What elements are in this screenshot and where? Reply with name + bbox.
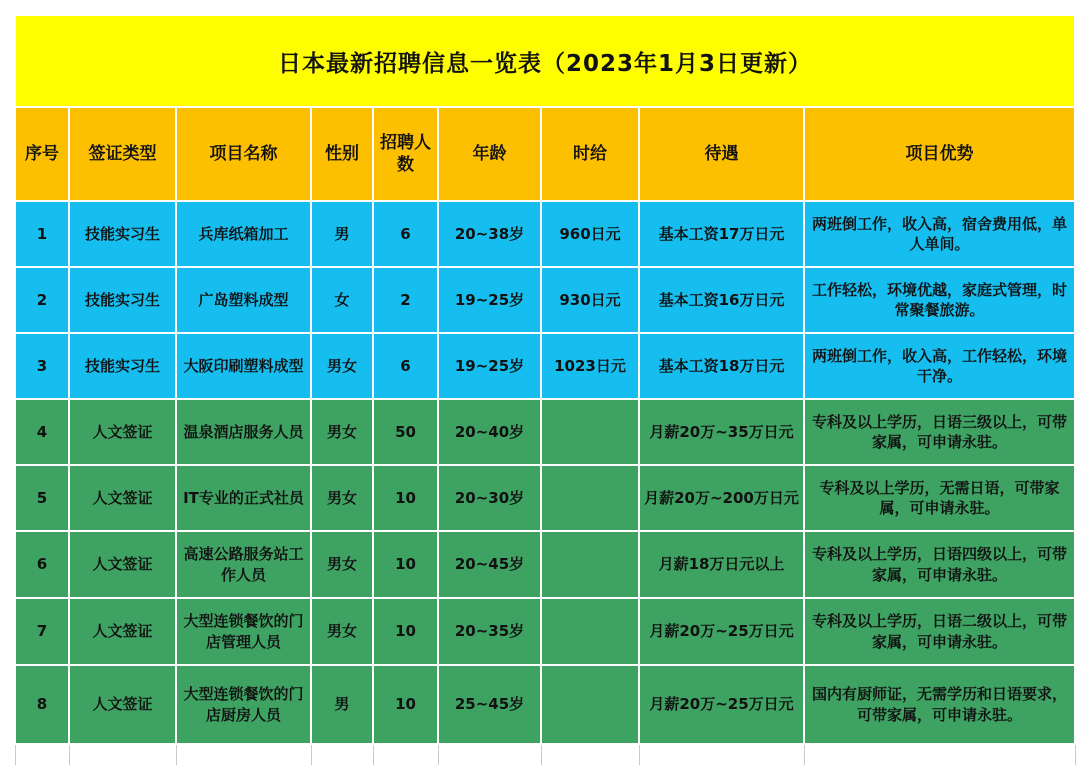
- cell-visa: 人文签证: [69, 598, 176, 665]
- cell-age: 20~38岁: [438, 201, 541, 267]
- column-header-age: 年龄: [438, 107, 541, 201]
- column-header-project: 项目名称: [176, 107, 311, 201]
- cell-headcount: 50: [373, 399, 438, 465]
- cell-no: 4: [15, 399, 69, 465]
- cell-headcount: 10: [373, 531, 438, 598]
- cell-visa: 人文签证: [69, 465, 176, 531]
- column-header-no: 序号: [15, 107, 69, 201]
- cell-no: 7: [15, 598, 69, 665]
- cell-advantage: 专科及以上学历，无需日语，可带家属，可申请永驻。: [804, 465, 1075, 531]
- cell-headcount: 2: [373, 267, 438, 333]
- cell-project: 大阪印刷塑料成型: [176, 333, 311, 399]
- table-row: [15, 465, 1075, 531]
- column-header-salary: 待遇: [639, 107, 804, 201]
- column-header-advantage: 项目优势: [804, 107, 1075, 201]
- column-header-visa: 签证类型: [69, 107, 176, 201]
- cell-advantage: 专科及以上学历，日语四级以上，可带家属，可申请永驻。: [804, 531, 1075, 598]
- cell-advantage: 两班倒工作，收入高，工作轻松，环境干净。: [804, 333, 1075, 399]
- cell-advantage: 专科及以上学历，日语三级以上，可带家属，可申请永驻。: [804, 399, 1075, 465]
- cell-salary: 月薪20万~25万日元: [639, 665, 804, 744]
- cell-visa: 技能实习生: [69, 267, 176, 333]
- cell-visa: 技能实习生: [69, 201, 176, 267]
- cell-salary: 基本工资16万日元: [639, 267, 804, 333]
- cell-advantage: 专科及以上学历，日语二级以上，可带家属，可申请永驻。: [804, 598, 1075, 665]
- table-row: [15, 399, 1075, 465]
- cell-advantage: 国内有厨师证，无需学历和日语要求，可带家属，可申请永驻。: [804, 665, 1075, 744]
- column-header-gender: 性别: [311, 107, 373, 201]
- cell-headcount: 10: [373, 665, 438, 744]
- empty-cell: [639, 744, 804, 765]
- cell-gender: 女: [311, 267, 373, 333]
- cell-visa: 人文签证: [69, 399, 176, 465]
- empty-cell: [541, 744, 639, 765]
- cell-advantage: 两班倒工作，收入高，宿舍费用低，单人单间。: [804, 201, 1075, 267]
- cell-salary: 基本工资17万日元: [639, 201, 804, 267]
- empty-cell: [69, 744, 176, 765]
- cell-visa: 人文签证: [69, 531, 176, 598]
- cell-salary: 月薪20万~35万日元: [639, 399, 804, 465]
- cell-visa: 人文签证: [69, 665, 176, 744]
- column-header-headcount: 招聘人数: [373, 107, 438, 201]
- cell-headcount: 6: [373, 333, 438, 399]
- cell-hourly: 930日元: [541, 267, 639, 333]
- cell-hourly: [541, 598, 639, 665]
- cell-hourly: [541, 531, 639, 598]
- jobs-table: [14, 14, 1076, 765]
- cell-no: 6: [15, 531, 69, 598]
- empty-cell: [15, 744, 69, 765]
- cell-project: 大型连锁餐饮的门店管理人员: [176, 598, 311, 665]
- table-row: [15, 201, 1075, 267]
- cell-headcount: 10: [373, 598, 438, 665]
- cell-age: 25~45岁: [438, 665, 541, 744]
- cell-gender: 男女: [311, 333, 373, 399]
- empty-cell: [311, 744, 373, 765]
- table-head: [15, 15, 1075, 201]
- cell-project: 大型连锁餐饮的门店厨房人员: [176, 665, 311, 744]
- cell-project: 温泉酒店服务人员: [176, 399, 311, 465]
- cell-age: 20~30岁: [438, 465, 541, 531]
- table-row: [15, 531, 1075, 598]
- cell-salary: 月薪18万日元以上: [639, 531, 804, 598]
- table-row: [15, 598, 1075, 665]
- cell-hourly: 1023日元: [541, 333, 639, 399]
- cell-no: 2: [15, 267, 69, 333]
- cell-advantage: 工作轻松，环境优越，家庭式管理，时常聚餐旅游。: [804, 267, 1075, 333]
- cell-hourly: [541, 665, 639, 744]
- cell-project: 广岛塑料成型: [176, 267, 311, 333]
- table-row: [15, 665, 1075, 744]
- empty-cell: [438, 744, 541, 765]
- cell-project: 高速公路服务站工作人员: [176, 531, 311, 598]
- cell-gender: 男: [311, 201, 373, 267]
- empty-cell: [373, 744, 438, 765]
- cell-headcount: 10: [373, 465, 438, 531]
- cell-salary: 月薪20万~25万日元: [639, 598, 804, 665]
- cell-salary: 基本工资18万日元: [639, 333, 804, 399]
- cell-age: 20~45岁: [438, 531, 541, 598]
- cell-project: 兵库纸箱加工: [176, 201, 311, 267]
- cell-gender: 男女: [311, 531, 373, 598]
- empty-cell: [804, 744, 1075, 765]
- cell-age: 20~35岁: [438, 598, 541, 665]
- empty-cell: [176, 744, 311, 765]
- column-header-hourly: 时给: [541, 107, 639, 201]
- cell-age: 20~40岁: [438, 399, 541, 465]
- cell-hourly: 960日元: [541, 201, 639, 267]
- title-row: [15, 15, 1075, 107]
- cell-gender: 男女: [311, 399, 373, 465]
- cell-no: 1: [15, 201, 69, 267]
- spreadsheet: [14, 14, 1074, 765]
- cell-salary: 月薪20万~200万日元: [639, 465, 804, 531]
- table-body: [15, 201, 1075, 765]
- table-row: [15, 267, 1075, 333]
- cell-no: 5: [15, 465, 69, 531]
- cell-gender: 男: [311, 665, 373, 744]
- page-title: 日本最新招聘信息一览表（2023年1月3日更新）: [15, 15, 1075, 107]
- table-row: [15, 333, 1075, 399]
- cell-age: 19~25岁: [438, 267, 541, 333]
- cell-gender: 男女: [311, 465, 373, 531]
- empty-row: [15, 744, 1075, 765]
- cell-hourly: [541, 465, 639, 531]
- cell-no: 3: [15, 333, 69, 399]
- cell-hourly: [541, 399, 639, 465]
- header-row: [15, 107, 1075, 201]
- cell-project: IT专业的正式社员: [176, 465, 311, 531]
- cell-age: 19~25岁: [438, 333, 541, 399]
- cell-headcount: 6: [373, 201, 438, 267]
- cell-visa: 技能实习生: [69, 333, 176, 399]
- cell-no: 8: [15, 665, 69, 744]
- cell-gender: 男女: [311, 598, 373, 665]
